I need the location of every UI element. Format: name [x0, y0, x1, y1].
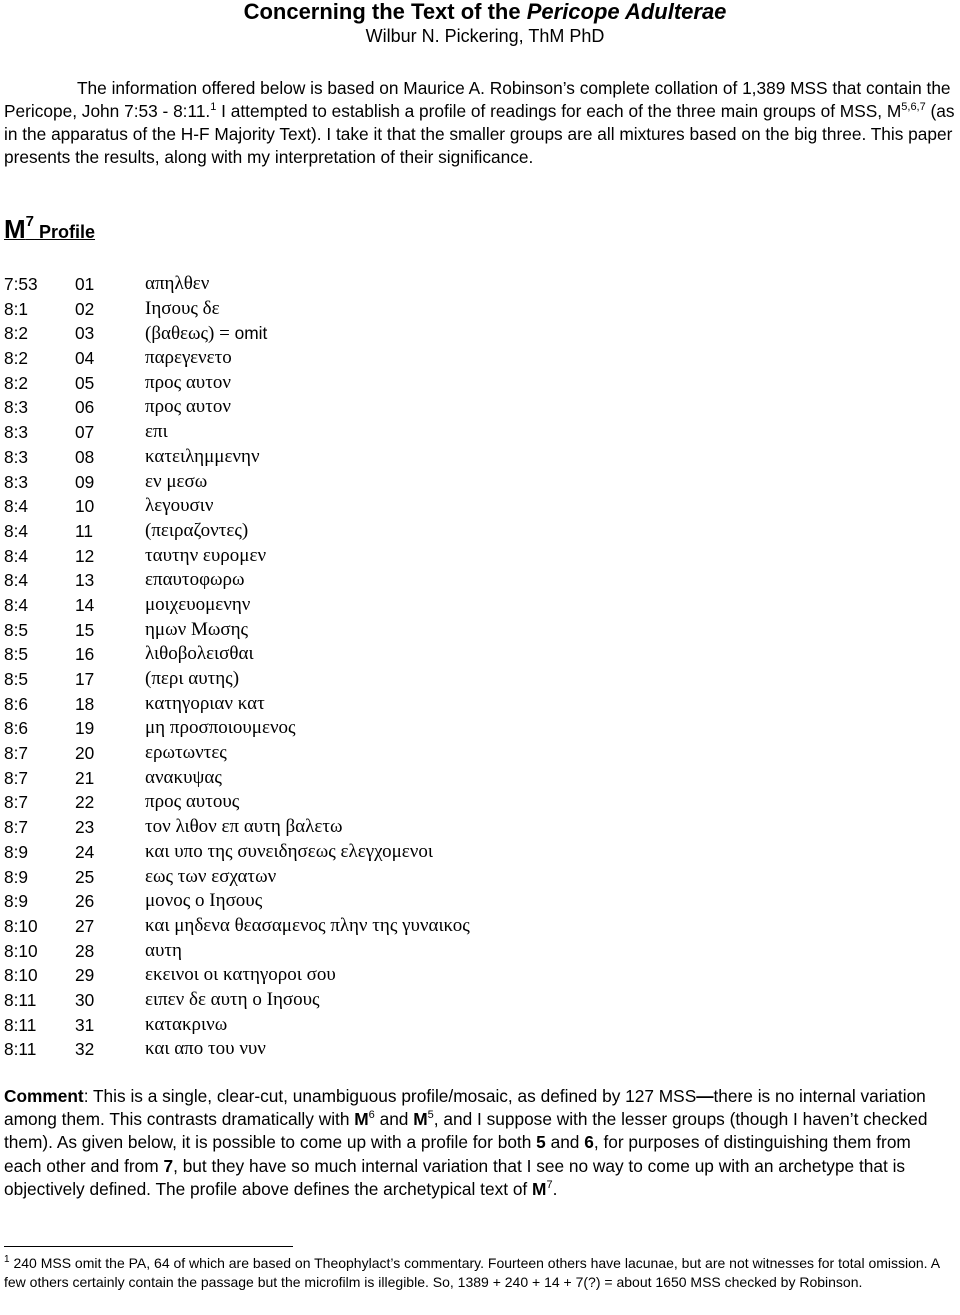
reading-number: 27: [75, 915, 95, 936]
greek-reading: [145, 470, 207, 495]
intro-paragraph: The information offered below is based on Maurice A. Robinson’s complete collation of 1,389 MSS that contain the Pericope, John 7:53 - 8:11.$^1$ I attempted to establish a profile of readings for each of the three main groups of MSS, M$^{5,6,7}$ (as in the apparatus of the H-F Majority Text). I take it that the smaller groups are all mixtures based on the big three. This paper presents the results, along with my interpretation of their significance.: [4, 78, 955, 167]
greek-text: (πειραζοντες): [145, 519, 249, 541]
verse-ref: 8:3: [4, 471, 29, 492]
reading-number: 26: [75, 891, 95, 912]
verse-ref: 8:4: [4, 496, 29, 517]
verse-ref: 8:2: [4, 323, 29, 344]
greek-text: επαυτοφωρω: [145, 569, 245, 591]
greek-reading: [145, 963, 336, 988]
reading-number: 25: [75, 866, 95, 887]
greek-reading: [145, 840, 433, 865]
verse-ref: 8:9: [4, 866, 29, 887]
verse-ref: 8:10: [4, 915, 38, 936]
greek-reading: [145, 445, 260, 470]
reading-number: 03: [75, 323, 95, 344]
reading-number: 13: [75, 570, 95, 591]
greek-text: ταυτην ευρομεν: [145, 544, 267, 566]
verse-ref: 8:4: [4, 545, 29, 566]
greek-text: προς αυτους: [145, 791, 240, 813]
greek-reading: [145, 939, 182, 964]
profile-row: [4, 988, 604, 1013]
comment-paragraph: Comment: This is a single, clear-cut, unambiguous profile/mosaic, as defined by 127 MSS—there is no internal variation among them. This contrasts dramatically with $M^6$ and $M^5$, and I suppose with the lesser groups (though I haven’t checked them). As given below, it is possible to come up with a profile for both 5 and 6, for purposes of distinguishing them from each other and from 7, but they have so much internal variation that I see no way to come up with an archetype that is objectively defined. The profile above defines the archetypical text of $M^7$.: [4, 1086, 928, 1199]
profile-row: [4, 519, 604, 544]
greek-reading: [145, 889, 262, 914]
profile-row: [4, 939, 604, 964]
verse-ref: 8:5: [4, 644, 29, 665]
reading-number: 02: [75, 298, 95, 319]
verse-ref: 8:3: [4, 422, 29, 443]
profile-row: [4, 914, 604, 939]
verse-ref: 8:1: [4, 298, 29, 319]
reading-number: 12: [75, 545, 95, 566]
greek-text: εν μεσω: [145, 470, 208, 492]
greek-reading: [145, 741, 227, 766]
greek-text: μονος ο Ιησους: [145, 890, 263, 912]
verse-ref: 8:7: [4, 792, 29, 813]
author-line: Wilbur N. Pickering, ThM PhD: [365, 26, 605, 46]
title-italic: Pericope Adulterae: [526, 0, 727, 24]
page-title: Concerning the Text of the Pericope Adulterae: [243, 0, 727, 24]
profile-row: [4, 963, 604, 988]
reading-number: 20: [75, 743, 95, 764]
groups-superscript: 5,6,7: [901, 101, 926, 113]
reading-number: 17: [75, 669, 95, 689]
verse-ref: 8:7: [4, 817, 29, 838]
footnote-ref: 1: [210, 101, 217, 113]
greek-reading: [145, 815, 342, 840]
verse-ref: 8:11: [4, 1039, 37, 1060]
verse-ref: 8:2: [4, 348, 29, 369]
greek-reading: [145, 494, 213, 519]
verse-ref: 8:5: [4, 669, 29, 689]
greek-text: εως των εσχατων: [145, 865, 277, 887]
greek-text: προς αυτον: [145, 396, 231, 418]
greek-reading: [145, 790, 239, 815]
greek-reading: [145, 642, 254, 667]
reading-number: 11: [75, 520, 93, 541]
verse-ref: 8:3: [4, 446, 29, 467]
greek-reading: [145, 766, 222, 791]
verse-ref: 8:2: [4, 372, 29, 393]
footnote: $^1$ 240 MSS omit the PA, 64 of which are based on Theophylact’s commentary. Fourteen others have lacunae, but are not witnesses for total omission. A few others certainly contain the passage but the microfilm is illegible. So, 1389 + 240 + 14 + 7(?) = about 1650 MSS checked by Robinson.: [4, 1254, 940, 1290]
profile-row: [4, 692, 604, 717]
profile-row: [4, 815, 604, 840]
reading-number: 23: [75, 817, 95, 838]
greek-text: (περι αυτης): [145, 668, 240, 689]
greek-reading: [145, 667, 239, 692]
reading-number: 19: [75, 718, 95, 739]
verse-ref: 8:11: [4, 1014, 37, 1035]
reading-number: 16: [75, 644, 95, 665]
greek-reading: [145, 618, 248, 643]
verse-ref: 8:4: [4, 570, 29, 591]
reading-number: 05: [75, 372, 95, 393]
verse-ref: 8:3: [4, 397, 29, 418]
profile-row: [4, 568, 604, 593]
greek-reading: [145, 346, 232, 371]
profile-row: [4, 371, 604, 396]
verse-ref: 8:9: [4, 841, 29, 862]
reading-number: 01: [75, 274, 95, 294]
profile-row: [4, 297, 604, 322]
greek-text: τον λιθον επ αυτη βαλετω: [145, 816, 343, 838]
greek-text: κατειλημμενην: [145, 445, 260, 467]
greek-reading: [145, 321, 267, 347]
greek-text: και υπο της συνειδησεως ελεγχομενοι: [145, 840, 433, 862]
greek-reading: [145, 692, 265, 717]
profile-row: [4, 544, 604, 569]
greek-reading: [145, 988, 320, 1013]
greek-text: (βαθεως) =: [145, 323, 235, 345]
greek-text: ανακυψας: [145, 766, 222, 788]
greek-text: μη προσποιουμενος: [145, 717, 296, 739]
reading-number: 14: [75, 594, 95, 615]
profile-row: [4, 889, 604, 914]
greek-reading: [145, 395, 231, 420]
verse-ref: 8:9: [4, 891, 29, 912]
reading-number: 22: [75, 792, 95, 813]
profile-row: [4, 346, 604, 371]
profile-row: [4, 1013, 604, 1038]
reading-number: 10: [75, 496, 95, 517]
greek-text: προς αυτον: [145, 371, 231, 393]
profile-row: [4, 741, 604, 766]
greek-text: παρεγενετο: [145, 347, 232, 369]
profile-row: [4, 865, 604, 890]
reading-number: 15: [75, 619, 95, 640]
reading-number: 06: [75, 397, 95, 418]
greek-reading: [145, 1037, 266, 1062]
profile-row: [4, 1037, 604, 1062]
greek-reading: [145, 716, 296, 741]
profile-row: [4, 766, 604, 791]
reading-number: 32: [75, 1039, 95, 1060]
verse-ref: 8:11: [4, 989, 37, 1010]
greek-text: κατηγοριαν κατ: [145, 692, 265, 714]
verse-ref: 8:4: [4, 594, 29, 615]
reading-number: 31: [75, 1014, 95, 1035]
verse-ref: 8:6: [4, 693, 29, 714]
greek-text: κατακρινω: [145, 1013, 228, 1035]
profile-row: [4, 618, 604, 643]
greek-reading: [145, 593, 250, 618]
profile-row: [4, 272, 604, 297]
profile-row: [4, 790, 604, 815]
greek-reading: [145, 371, 231, 396]
verse-ref: 8:10: [4, 940, 38, 961]
reading-number: 18: [75, 693, 95, 714]
profile-row: [4, 593, 604, 618]
greek-reading: [145, 914, 470, 939]
verse-ref: 8:6: [4, 718, 29, 739]
greek-text: ειπεν δε αυτη ο Ιησους: [145, 988, 320, 1010]
greek-reading: [145, 297, 220, 322]
greek-text: ημων Μωσης: [145, 618, 249, 640]
reading-number: 04: [75, 348, 95, 369]
greek-text: απηλθεν: [145, 273, 210, 294]
verse-ref: 7:53: [4, 274, 38, 294]
verse-ref: 8:5: [4, 619, 29, 640]
profile-row: [4, 395, 604, 420]
greek-reading: [145, 420, 168, 445]
greek-text: επι: [145, 421, 168, 443]
greek-text: εκεινοι οι κατηγοροι σου: [145, 964, 336, 986]
greek-reading: [145, 544, 266, 569]
greek-reading: [145, 865, 276, 890]
verse-ref: 8:10: [4, 965, 38, 986]
greek-text: και απο του νυν: [145, 1038, 266, 1060]
reading-number: 09: [75, 471, 95, 492]
greek-reading: [145, 272, 209, 297]
reading-number: 29: [75, 965, 95, 986]
profile-row: [4, 642, 604, 667]
reading-number: 21: [75, 767, 95, 788]
verse-ref: 8:7: [4, 767, 29, 788]
footnote-divider: [4, 1246, 293, 1247]
verse-ref: 8:7: [4, 743, 29, 764]
greek-reading: [145, 519, 248, 544]
profile-row: [4, 667, 604, 692]
profile-row: [4, 716, 604, 741]
reading-number: 07: [75, 422, 95, 443]
reading-number: 30: [75, 989, 95, 1010]
greek-text: αυτη: [145, 939, 182, 961]
greek-reading: [145, 568, 245, 593]
reading-number: 24: [75, 841, 95, 862]
profile-reading-list: [4, 272, 604, 1062]
greek-text: Ιησους δε: [145, 297, 220, 319]
profile-heading: $M^7$ Profile: [4, 213, 96, 244]
reading-number: 28: [75, 940, 95, 961]
greek-text: μοιχευομενην: [145, 593, 251, 615]
profile-row: [4, 470, 604, 495]
greek-text: λεγουσιν: [145, 495, 214, 517]
verse-ref: 8:4: [4, 520, 29, 541]
profile-row: [4, 494, 604, 519]
reading-suffix: omit: [234, 323, 268, 344]
profile-row: [4, 445, 604, 470]
profile-row: [4, 420, 604, 445]
greek-reading: [145, 1013, 227, 1038]
profile-row: [4, 840, 604, 865]
greek-text: ερωτωντες: [145, 742, 227, 764]
greek-text: και μηδενα θεασαμενος πλην της γυναικος: [145, 914, 470, 936]
profile-row: [4, 321, 604, 346]
greek-text: λιθοβολεισθαι: [145, 643, 254, 665]
reading-number: 08: [75, 446, 95, 467]
